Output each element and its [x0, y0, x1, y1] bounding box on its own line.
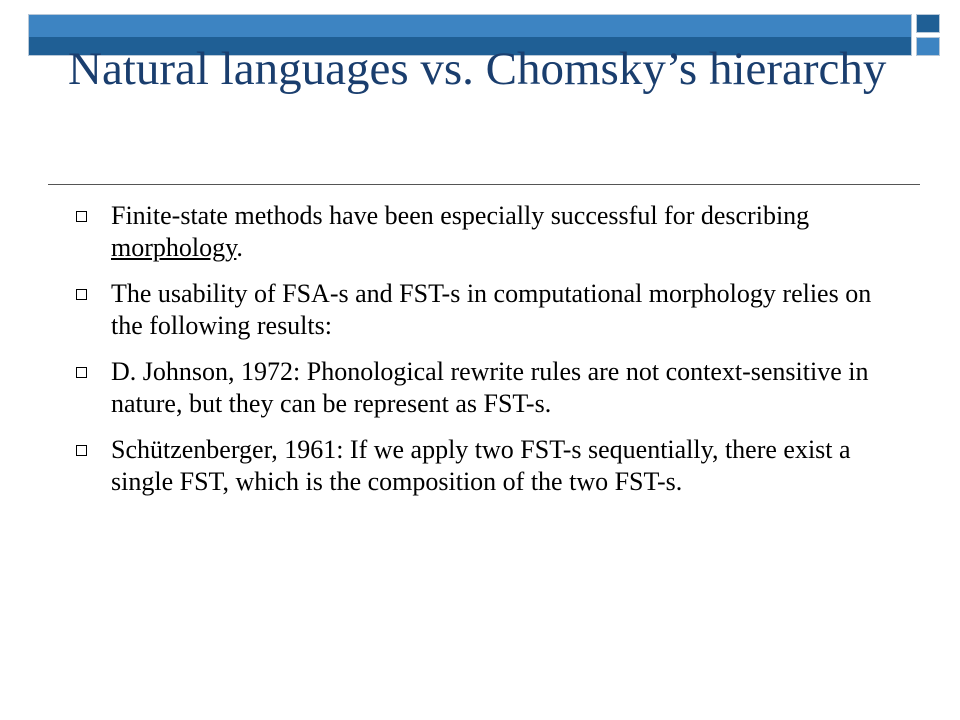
slide-title: Natural languages vs. Chomsky’s hierarchy [68, 43, 887, 95]
header-side-blocks [916, 14, 940, 56]
bullet-text [111, 200, 904, 264]
bullet-text-before: Finite-state methods have been especially successful for describing [111, 201, 810, 230]
bullet-item [74, 434, 904, 498]
header-side-block-bottom [916, 37, 940, 56]
bullet-item [74, 200, 904, 264]
hollow-square-icon [76, 367, 87, 378]
bullet-item [74, 278, 904, 342]
hollow-square-icon [76, 289, 87, 300]
morphology-link[interactable]: morphology [111, 233, 237, 262]
bullet-item [74, 356, 904, 420]
bullet-list [74, 200, 904, 512]
hollow-square-icon [76, 445, 87, 456]
header-side-block-top [916, 14, 940, 33]
title-divider [48, 184, 920, 185]
bullet-text: Schützenberger, 1961: If we apply two FST-s sequentially, there exist a single FST, which is the composition of the two FST-s. [111, 435, 851, 496]
bullet-text: The usability of FSA-s and FST-s in computational morphology relies on the following results: [111, 279, 872, 340]
hollow-square-icon [76, 211, 87, 222]
bullet-text-after: . [236, 233, 243, 262]
bullet-text: D. Johnson, 1972: Phonological rewrite rules are not context-sensitive in nature, but they can be represent as FST-s. [111, 357, 869, 418]
